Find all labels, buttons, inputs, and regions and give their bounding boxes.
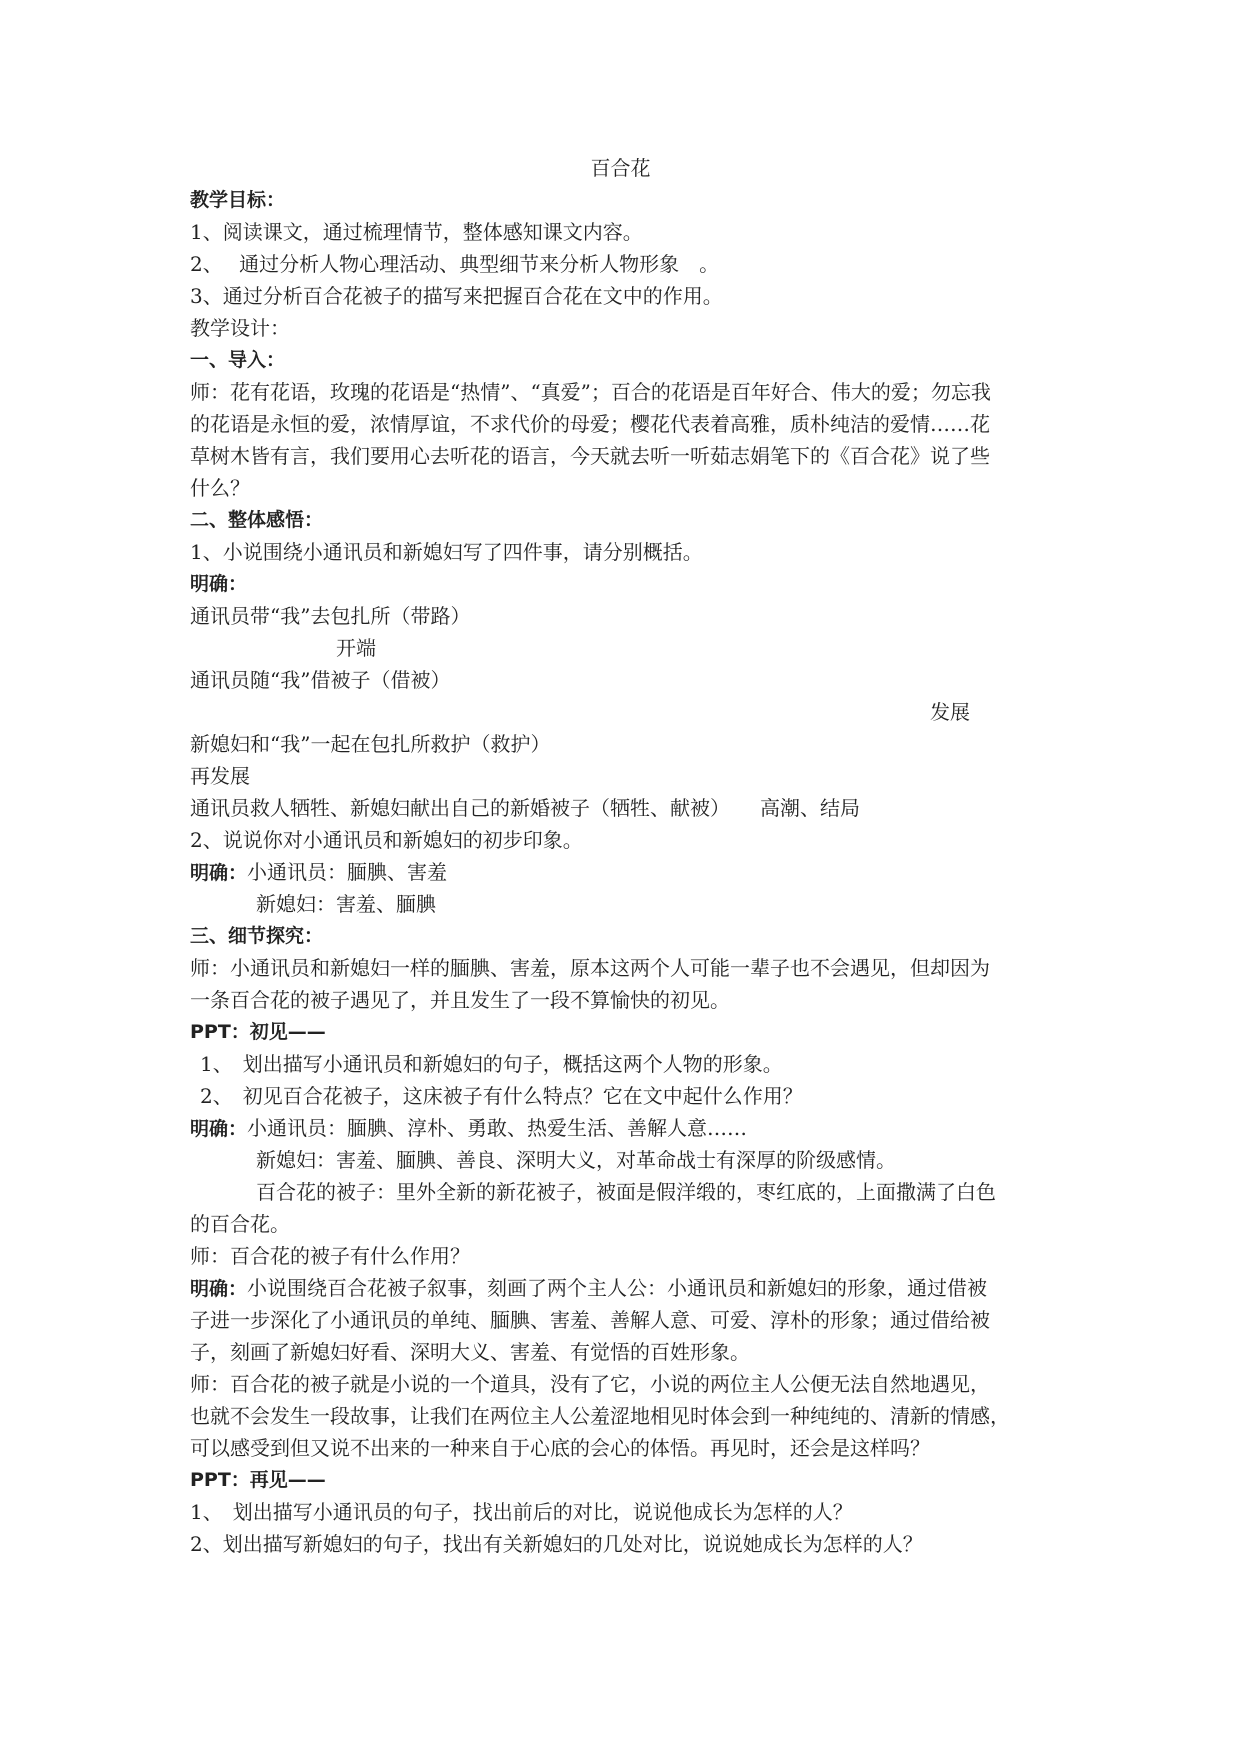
paragraph-line: 的花语是永恒的爱，浓情厚谊，不求代价的母爱；樱花代表着高雅，质朴纯洁的爱情……花 bbox=[190, 412, 990, 436]
impression-row bbox=[190, 856, 1070, 888]
objectives-heading: 教学目标： bbox=[190, 189, 286, 211]
plot-event-row bbox=[190, 792, 1070, 824]
paragraph-line: 草树木皆有言，我们要用心去听花的语言，今天就去听一听茹志娟笔下的《百合花》说了些 bbox=[190, 444, 990, 468]
paragraph-line: 一条百合花的被子遇见了，并且发生了一段不算愉快的初见。 bbox=[190, 988, 730, 1012]
plot-stage: 发展 bbox=[930, 700, 970, 724]
objective-item: 3、通过分析百合花被子的描写来把握百合花在文中的作用。 bbox=[190, 284, 723, 308]
objective-item: 1、阅读课文，通过梳理情节，整体感知课文内容。 bbox=[190, 220, 643, 244]
answer-text: 子，刻画了新媳妇好看、深明大义、害羞、有觉悟的百姓形象。 bbox=[190, 1340, 750, 1364]
question-line: 2、划出描写新媳妇的句子，找出有关新媳妇的几处对比，说说她成长为怎样的人？ bbox=[190, 1532, 923, 1556]
clarify-label: 明确： bbox=[190, 862, 248, 884]
answer-text: 的百合花。 bbox=[190, 1212, 290, 1236]
design-heading: 教学设计： bbox=[190, 316, 290, 340]
plot-event: 新媳妇和“我”一起在包扎所救护（救护） bbox=[190, 732, 551, 756]
question-line: 1、 划出描写小通讯员的句子，找出前后的对比，说说他成长为怎样的人？ bbox=[190, 1500, 853, 1524]
plot-stage: 再发展 bbox=[190, 764, 250, 788]
ppt-heading: PPT：再见—— bbox=[190, 1469, 326, 1491]
question-line: 2、 初见百合花被子，这床被子有什么特点？它在文中起什么作用？ bbox=[200, 1084, 803, 1108]
section-heading-intro: 一、导入： bbox=[190, 349, 286, 371]
paragraph-line: 师：小通讯员和新媳妇一样的腼腆、害羞，原本这两个人可能一辈子也不会遇见，但却因为 bbox=[190, 956, 990, 980]
clarify-label: 明确： bbox=[190, 1278, 248, 1300]
question-line: 2、说说你对小通讯员和新媳妇的初步印象。 bbox=[190, 828, 583, 852]
ppt-heading: PPT：初见—— bbox=[190, 1021, 326, 1043]
answer-text: 小说围绕百合花被子叙事，刻画了两个主人公：小通讯员和新媳妇的形象，通过借被 bbox=[247, 1276, 988, 1300]
objective-item: 2、 通过分析人物心理活动、典型细节来分析人物形象 。 bbox=[190, 252, 720, 276]
plot-event: 通讯员带“我”去包扎所（带路） bbox=[190, 604, 471, 628]
plot-event: 通讯员随“我”借被子（借被） bbox=[190, 668, 451, 692]
impression-text: 小通讯员：腼腆、害羞 bbox=[247, 860, 448, 884]
paragraph-line: 也就不会发生一段故事，让我们在两位主人公羞涩地相见时体会到一种纯纯的、清新的情感， bbox=[190, 1404, 1010, 1428]
question-line: 1、 划出描写小通讯员和新媳妇的句子，概括这两个人物的形象。 bbox=[200, 1052, 783, 1076]
answer-text: 百合花的被子：里外全新的新花被子，被面是假洋缎的，枣红底的，上面撒满了白色 bbox=[256, 1180, 996, 1204]
question-line: 师：百合花的被子有什么作用？ bbox=[190, 1244, 470, 1268]
section-heading-detail: 三、细节探究： bbox=[190, 925, 324, 947]
paragraph-line: 什么？ bbox=[190, 476, 250, 500]
impression-text: 新媳妇：害羞、腼腆 bbox=[256, 892, 436, 916]
paragraph-line: 师：花有花语，玫瑰的花语是“热情”、“真爱”；百合的花语是百年好合、伟大的爱；勿忘我 bbox=[190, 380, 991, 404]
paragraph-line: 师：百合花的被子就是小说的一个道具，没有了它，小说的两位主人公便无法自然地遇见， bbox=[190, 1372, 990, 1396]
answer-row bbox=[190, 1272, 1070, 1304]
plot-stage: 开端 bbox=[336, 636, 376, 660]
question-line: 1、小说围绕小通讯员和新媳妇写了四件事，请分别概括。 bbox=[190, 540, 703, 564]
plot-event: 通讯员救人牺牲、新媳妇献出自己的新婚被子（牺牲、献被） bbox=[190, 796, 730, 820]
answer-row bbox=[190, 1112, 1070, 1144]
page-title: 百合花 bbox=[590, 156, 651, 180]
answer-text: 新媳妇：害羞、腼腆、善良、深明大义，对革命战士有深厚的阶级感情。 bbox=[256, 1148, 896, 1172]
clarify-label: 明确： bbox=[190, 573, 248, 595]
clarify-label: 明确： bbox=[190, 1118, 248, 1140]
plot-stage: 高潮、结局 bbox=[760, 796, 860, 820]
section-heading-overall: 二、整体感悟： bbox=[190, 509, 324, 531]
paragraph-line: 可以感受到但又说不出来的一种来自于心底的会心的体悟。再见时，还会是这样吗？ bbox=[190, 1436, 930, 1460]
answer-text: 小通讯员：腼腆、淳朴、勇敢、热爱生活、善解人意…… bbox=[247, 1116, 748, 1140]
answer-text: 子进一步深化了小通讯员的单纯、腼腆、害羞、善解人意、可爱、淳朴的形象；通过借给被 bbox=[190, 1308, 990, 1332]
